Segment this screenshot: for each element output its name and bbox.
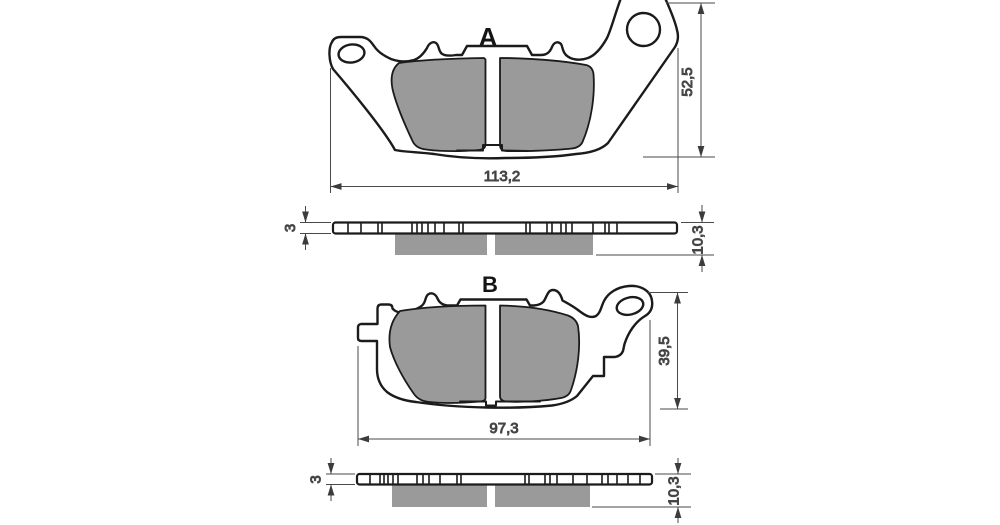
pad-b-top-view <box>358 272 652 408</box>
pad-b-plate-thickness-value: 3 <box>307 475 325 484</box>
pad-a-friction-right <box>500 58 594 151</box>
arrow-up-icon <box>674 293 681 304</box>
pad-b-total-thickness-value: 10,3 <box>665 476 683 506</box>
arrow-right-icon <box>639 436 650 443</box>
pad-a-total-thickness-value: 10,3 <box>689 225 707 255</box>
arrow-right-icon <box>667 183 678 190</box>
pad-b-friction-right <box>500 306 579 402</box>
pad-b-width-value: 97,3 <box>489 420 519 437</box>
pad-b-height-value: 39,5 <box>656 336 673 366</box>
pad-a-side-backplate <box>333 223 677 234</box>
pad-a-height-value: 52,5 <box>679 67 696 97</box>
pad-a-label: A <box>478 22 498 52</box>
dimension-pad-b-plate-thickness <box>308 458 356 501</box>
pad-a-top-view <box>329 0 678 158</box>
pad-a-side-view <box>333 223 677 256</box>
pad-a-side-friction-right <box>495 234 593 255</box>
pad-a-right-hole <box>627 13 660 46</box>
arrow-down-icon <box>699 212 706 223</box>
dimension-pad-a-plate-thickness <box>282 206 331 250</box>
arrow-down-icon <box>674 398 681 409</box>
dimension-pad-b-height <box>648 293 688 410</box>
pad-b-side-friction-right <box>495 484 590 507</box>
pad-b-side-friction-left <box>392 484 487 507</box>
pad-a-side-friction-left <box>395 234 487 255</box>
arrow-down-icon <box>698 146 705 157</box>
pad-b-side-view <box>357 474 652 507</box>
arrow-left-icon <box>331 183 342 190</box>
arrow-left-icon <box>358 436 369 443</box>
dimension-pad-b-total-thickness <box>592 458 691 523</box>
dimension-pad-a-total-thickness <box>596 205 714 272</box>
arrow-up-icon <box>675 507 682 518</box>
pad-b-label: B <box>482 272 498 297</box>
arrow-down-icon <box>302 212 309 223</box>
pad-a-plate-thickness-value: 3 <box>282 223 299 233</box>
arrow-up-icon <box>698 3 705 14</box>
arrow-up-icon <box>699 255 706 266</box>
arrow-down-icon <box>675 463 682 474</box>
arrow-up-icon <box>328 485 335 496</box>
arrow-up-icon <box>302 234 309 245</box>
arrow-down-icon <box>328 463 335 474</box>
pad-a-width-value: 113,2 <box>483 168 521 185</box>
